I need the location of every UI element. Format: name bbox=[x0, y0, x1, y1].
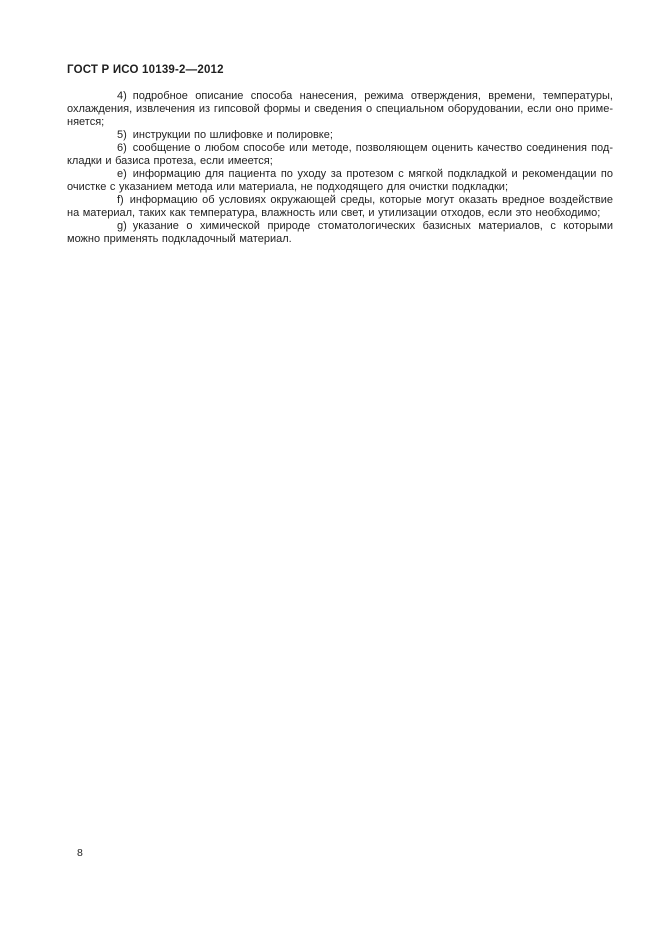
list-item-g bbox=[67, 220, 613, 246]
list-item-marker: f) bbox=[117, 194, 124, 206]
list-item-4 bbox=[67, 90, 613, 129]
list-item-f bbox=[67, 194, 613, 220]
page-number: 8 bbox=[77, 847, 83, 859]
list-item-text: информацию об условиях окружающей среды, которые могут оказать вредное воздействие на материал, таких как температура, влажность или свет, и утилизации отходов, если это необходимо; bbox=[67, 194, 613, 219]
list-item-marker: 4) bbox=[117, 90, 127, 102]
list-item-text: сообщение о любом способе или методе, позволяющем оценить качество соединения подкладки и базиса протеза, если имеется; bbox=[67, 142, 613, 167]
list-item-marker: 6) bbox=[117, 142, 127, 154]
list-item-text: инструкции по шлифовке и полировке; bbox=[132, 129, 333, 141]
document-body bbox=[67, 90, 613, 246]
list-item-6 bbox=[67, 142, 613, 168]
list-item-e bbox=[67, 168, 613, 194]
list-item-5 bbox=[67, 129, 613, 142]
list-item-text: информацию для пациента по уходу за протезом с мягкой подкладкой и рекомендации по очистке с указанием метода или материала, не подходящего для очистки подкладки; bbox=[67, 168, 613, 193]
list-item-marker: 5) bbox=[117, 129, 127, 141]
document-header: ГОСТ Р ИСО 10139-2—2012 bbox=[67, 64, 224, 76]
list-item-marker: e) bbox=[117, 168, 127, 180]
list-item-text: подробное описание способа нанесения, режима отверждения, времени, температуры, охлаждения, извлечения из гипсовой формы и сведения о специальном оборудовании, если оно применяется; bbox=[67, 90, 613, 128]
list-item-marker: g) bbox=[117, 220, 127, 232]
list-item-text: указание о химической природе стоматологических базисных материалов, с которыми можно применять подкладочный материал. bbox=[67, 220, 613, 245]
